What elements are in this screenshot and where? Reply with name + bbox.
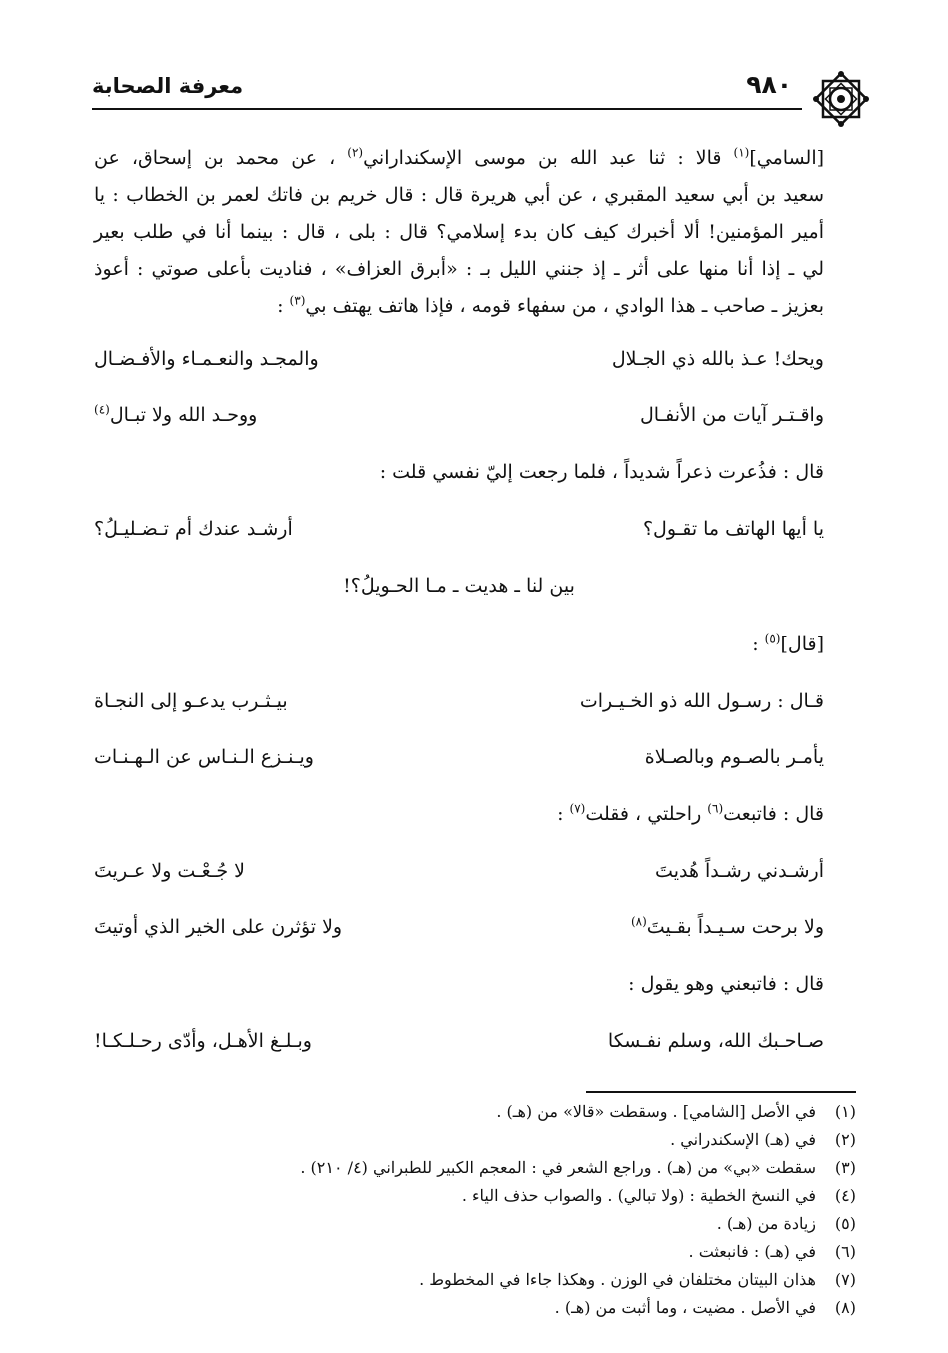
verse-first-hemistich: صـاحـبك الله، وسلم نفـسكا xyxy=(607,1030,824,1052)
verse-line xyxy=(94,331,824,387)
verse-line xyxy=(94,843,824,899)
narration-line: [قال]$^{(٥)}$ : xyxy=(752,631,824,655)
footnote: (٧)هذان البيتان مختلفان في الوزن . وهكذا جاءا في المخطوط . xyxy=(419,1270,856,1289)
verse-second-hemistich: أرشـد عندك أم تـضـليـلُ؟ xyxy=(94,518,293,540)
running-title: معرفة الصحابة xyxy=(92,74,244,98)
main-text xyxy=(94,140,824,1069)
footnote: (٦)في (هـ) : فانبعثت . xyxy=(688,1242,856,1261)
verse-line xyxy=(94,729,824,785)
footnotes xyxy=(136,1098,856,1322)
header-rule xyxy=(92,108,802,110)
prose-line: لي ـ إذا أنا منها على أثر ـ إذ جنني الليل بـ : «أبرق العزاف» ، فناديت بأعلى صوتي : أعوذ xyxy=(94,258,824,280)
prose-line: أمير المؤمنين! ألا أخبرك كيف كان بدء إسلامي؟ قال : بلى ، قال : بينما أنا في طلب بعير xyxy=(94,221,824,243)
narration-line: قال : فذُعرت ذعراً شديداً ، فلما رجعت إليّ نفسي قلت : xyxy=(379,461,824,483)
verse-second-hemistich: ولا تؤثرن على الخير الذي أوتيتَ xyxy=(94,916,343,938)
verse-line xyxy=(94,501,824,557)
verse-first-hemistich: ويحك! عـذ بالله ذي الجـلال xyxy=(611,348,824,370)
prose-block xyxy=(94,140,824,325)
footnote: (٥)زيادة من (هـ) . xyxy=(716,1214,856,1233)
page-header xyxy=(92,64,872,114)
verse-first-hemistich: ولا برحت سـيـداً بقـيتَ$^{(٨)}$ xyxy=(630,914,824,938)
footnote: (٤)في النسخ الخطية : (ولا تبالي) . والصواب حذف الياء . xyxy=(461,1186,856,1205)
verse-second-hemistich: وبـلـغ الأهـل، وأدّى رحـلـكـا! xyxy=(94,1030,312,1052)
verse-line xyxy=(94,387,824,443)
octagram-ornament-icon xyxy=(810,68,872,130)
verse-first-hemistich: يا أيها الهاتف ما تقـول؟ xyxy=(642,518,824,540)
footnote: (١)في الأصل [الشامي] . وسقطت «قالا» من (هـ) . xyxy=(496,1102,856,1121)
verse-second-hemistich: لا جُـعْـت ولا عـريتَ xyxy=(94,860,245,882)
prose-line: [السامي]$^{(١)}$ قالا : ثنا عبد الله بن موسى الإسكنداراني$^{(٢)}$ ، عن محمد بن إسحاق، عن xyxy=(94,145,825,169)
verse-first-hemistich: يأمـر بالصـوم وبالصـلاة xyxy=(644,746,824,768)
verse-first-hemistich: قـال : رسـول الله ذو الخـيـرات xyxy=(579,690,824,712)
verse-second-hemistich: ويـنـزع الـنـاس عن الـهـنـات xyxy=(94,746,314,768)
footnote-separator xyxy=(586,1091,856,1093)
verse-second-hemistich: بيـثـرب يدعـو إلى النجـاة xyxy=(94,690,288,712)
verse-line xyxy=(94,673,824,729)
narration-line: قال : فاتبعت$^{(٦)}$ راحلتي ، فقلت$^{(٧)}$ : xyxy=(557,801,824,825)
verse-first-hemistich: أرشـدني رشـداً هُديتَ xyxy=(655,860,824,882)
page-number: ٩٨٠ xyxy=(746,70,792,99)
footnote: (٢)في (هـ) الإسكندراني . xyxy=(670,1130,856,1149)
verse-second-hemistich: ووحـد الله ولا تبـال$^{(٤)}$ xyxy=(94,402,258,426)
prose-line: بعزيز ـ صاحب ـ هذا الوادي ، من سفهاء قومه ، فإذا هاتف يهتف بي$^{(٣)}$ : xyxy=(277,293,824,317)
narration-line: قال : فاتبعني وهو يقول : xyxy=(628,973,824,995)
footnote: (٣)سقطت «بي» من (هـ) . وراجع الشعر في : المعجم الكبير للطبراني (٤/ ٢١٠) . xyxy=(300,1158,856,1177)
prose-line: سعيد بن أبي سعيد المقبري ، عن أبي هريرة قال : قال خريم بن فاتك لعمر بن الخطاب : يا xyxy=(94,184,824,206)
verse-second-hemistich: والمجـد والنعـمـاء والأفـضـال xyxy=(94,348,319,370)
verse-line xyxy=(94,1013,824,1069)
verse-line xyxy=(94,899,824,955)
verse-center-line: بين لنا ـ هديت ـ مـا الحـويلُ؟! xyxy=(343,575,575,597)
verse-first-hemistich: واقـتـر آيات من الأنفـال xyxy=(639,404,824,426)
footnote: (٨)في الأصل . مضيت ، وما أثبت من (هـ) . xyxy=(554,1298,856,1317)
